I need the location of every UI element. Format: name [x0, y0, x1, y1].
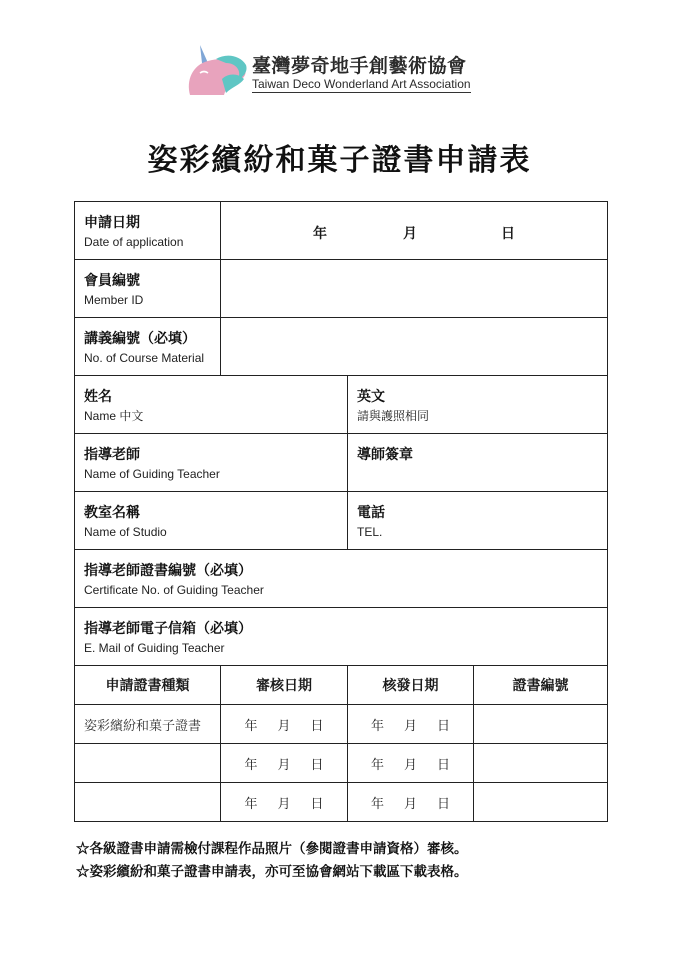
table-row: [75, 744, 608, 783]
application-date-field[interactable]: [221, 202, 608, 260]
review-date-cell[interactable]: 年 月 日: [221, 783, 348, 822]
tel-field[interactable]: 電話 TEL.: [348, 492, 608, 550]
cert-no-header: 證書編號: [474, 666, 608, 705]
org-name-cn: 臺灣夢奇地手創藝術協會: [252, 55, 467, 77]
application-date-label: 申請日期 Date of application: [75, 202, 221, 260]
cert-no-cell[interactable]: [474, 705, 608, 744]
studio-field[interactable]: 教室名稱 Name of Studio: [75, 492, 348, 550]
teacher-cert-no-field[interactable]: 指導老師證書編號（必填） Certificate No. of Guiding Teacher: [75, 550, 608, 608]
org-header: [186, 43, 476, 99]
name-field[interactable]: 姓名 Name 中文: [75, 376, 348, 434]
member-id-label: 會員編號 Member ID: [75, 260, 221, 318]
issue-date-cell[interactable]: 年 月 日: [348, 744, 474, 783]
teacher-email-field[interactable]: 指導老師電子信箱（必填） E. Mail of Guiding Teacher: [75, 608, 608, 666]
cert-table-header: [75, 666, 608, 705]
issue-date-header: 核發日期: [348, 666, 474, 705]
member-id-field[interactable]: [221, 260, 608, 318]
day-label: 日: [501, 226, 515, 242]
cert-no-cell[interactable]: [474, 744, 608, 783]
note-line: ☆姿彩繽紛和菓子證書申請表，亦可至協會網站下載區下載表格。: [76, 864, 468, 880]
month-label: 月: [403, 226, 417, 242]
cert-type-cell[interactable]: [75, 783, 221, 822]
review-date-cell[interactable]: 年 月 日: [221, 705, 348, 744]
cert-type-cell[interactable]: [75, 744, 221, 783]
review-date-header: 審核日期: [221, 666, 348, 705]
cert-type-header: 申請證書種類: [75, 666, 221, 705]
table-row: [75, 705, 608, 744]
issue-date-cell[interactable]: 年 月 日: [348, 705, 474, 744]
table-row: [75, 783, 608, 822]
org-name-en: Taiwan Deco Wonderland Art Association: [252, 77, 471, 91]
notes: [76, 838, 468, 884]
english-name-field[interactable]: 英文 請與護照相同: [348, 376, 608, 434]
cert-no-cell[interactable]: [474, 783, 608, 822]
year-label: 年: [313, 226, 327, 242]
issue-date-cell[interactable]: 年 月 日: [348, 783, 474, 822]
review-date-cell[interactable]: 年 月 日: [221, 744, 348, 783]
page-title: 姿彩繽紛和菓子證書申請表: [147, 143, 532, 178]
application-form: [74, 201, 608, 822]
course-material-label: 講義編號（必填） No. of Course Material: [75, 318, 221, 376]
teacher-seal-field[interactable]: 導師簽章: [348, 434, 608, 492]
unicorn-logo-icon: [186, 43, 248, 99]
cert-type-cell[interactable]: 姿彩繽紛和菓子證書: [75, 705, 221, 744]
note-line: ☆各級證書申請需檢付課程作品照片（參閱證書申請資格）審核。: [76, 841, 468, 857]
course-material-field[interactable]: [221, 318, 608, 376]
guiding-teacher-field[interactable]: 指導老師 Name of Guiding Teacher: [75, 434, 348, 492]
